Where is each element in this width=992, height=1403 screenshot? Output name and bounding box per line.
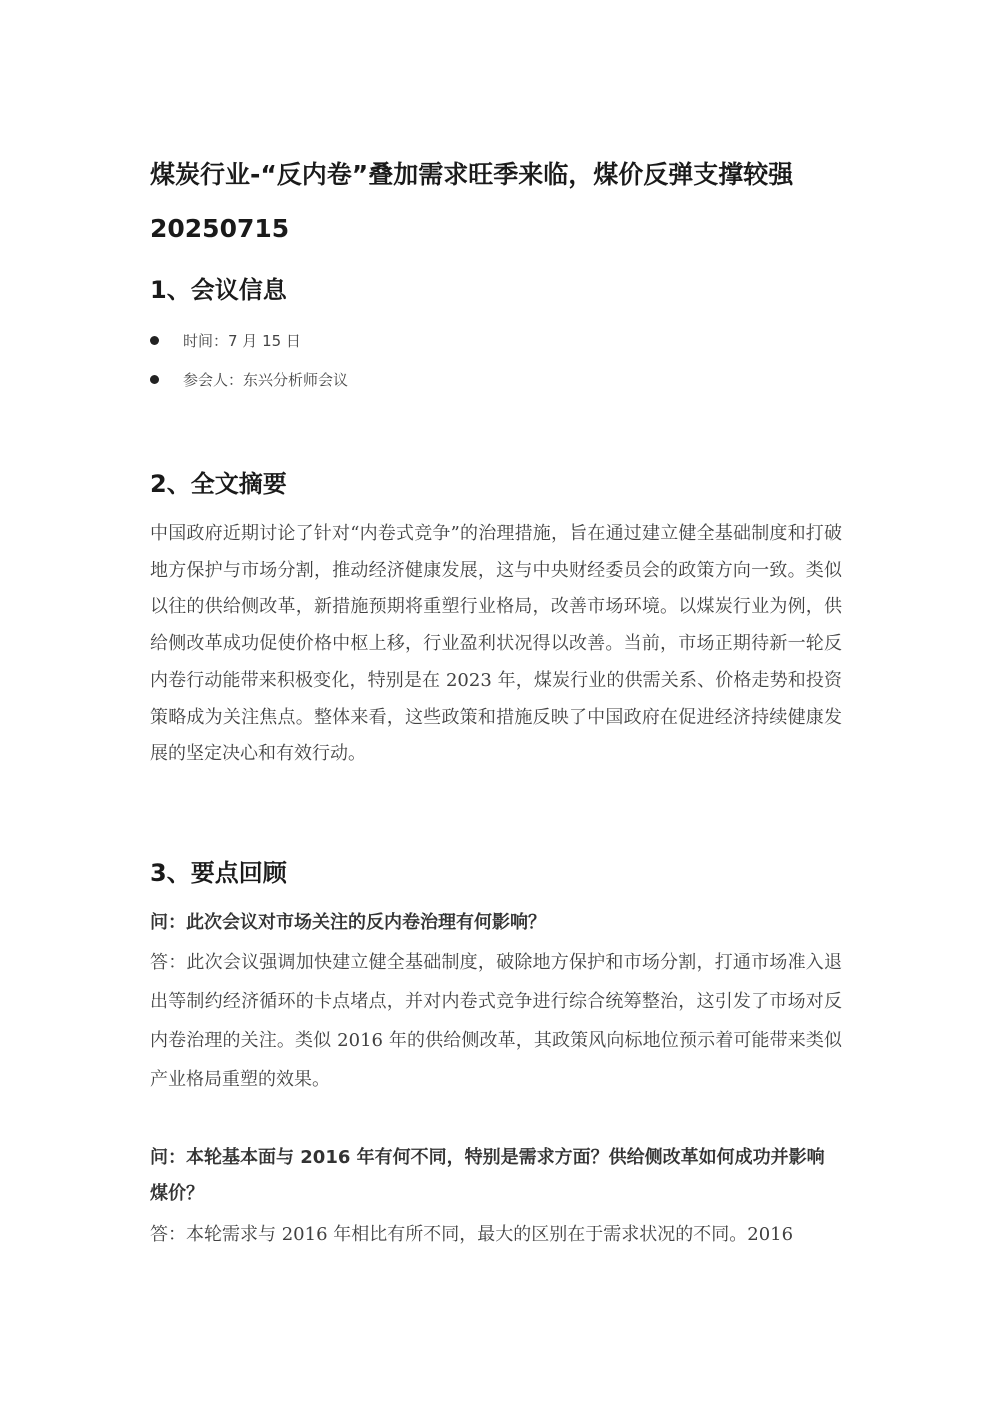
meeting-time-item [150, 331, 301, 351]
meeting-attendee-text: 参会人：东兴分析师会议 [183, 371, 349, 389]
meeting-time-text: 时间：7 月 15 日 [183, 332, 301, 350]
section-heading-key-points: 3、要点回顾 [150, 859, 287, 887]
meeting-attendee-item [150, 370, 348, 390]
bullet-icon [150, 375, 159, 384]
section-heading-summary: 2、全文摘要 [150, 470, 287, 498]
bullet-icon [150, 336, 159, 345]
question-2: 问：本轮基本面与 2016 年有何不同，特别是需求方面？供给侧改革如何成功并影响煤价？ [150, 1147, 825, 1204]
summary-paragraph: 中国政府近期讨论了针对“内卷式竞争”的治理措施，旨在通过建立健全基础制度和打破地方保护与市场分割，推动经济健康发展，这与中央财经委员会的政策方向一致。类似以往的供给侧改革，新措施预期将重塑行业格局，改善市场环境。以煤炭行业为例，供给侧改革成功促使价格中枢上移，行业盈利状况得以改善。当前，市场正期待新一轮反内卷行动能带来积极变化，特别是在 2023 年，煤炭行业的供需关系、价格走势和投资策略成为关注焦点。整体来看，这些政策和措施反映了中国政府在促进经济持续健康发展的坚定决心和有效行动。 [150, 523, 842, 765]
document-title [150, 148, 850, 256]
title-line-2: 20250715 [150, 214, 290, 243]
answer-1: 答：此次会议强调加快建立健全基础制度，破除地方保护和市场分割，打通市场准入退出等制约经济循环的卡点堵点，并对内卷式竞争进行综合统筹整治，这引发了市场对反内卷治理的关注。类似 2016 年的供给侧改革，其政策风向标地位预示着可能带来类似产业格局重塑的效果。 [150, 952, 842, 1090]
question-1: 问：此次会议对市场关注的反内卷治理有何影响？ [150, 912, 546, 933]
section-heading-meeting-info: 1、会议信息 [150, 276, 287, 304]
title-line-1: 煤炭行业-“反内卷”叠加需求旺季来临，煤价反弹支撑较强 [150, 160, 794, 189]
answer-2: 答：本轮需求与 2016 年相比有所不同，最大的区别在于需求状况的不同。2016 [150, 1224, 794, 1245]
